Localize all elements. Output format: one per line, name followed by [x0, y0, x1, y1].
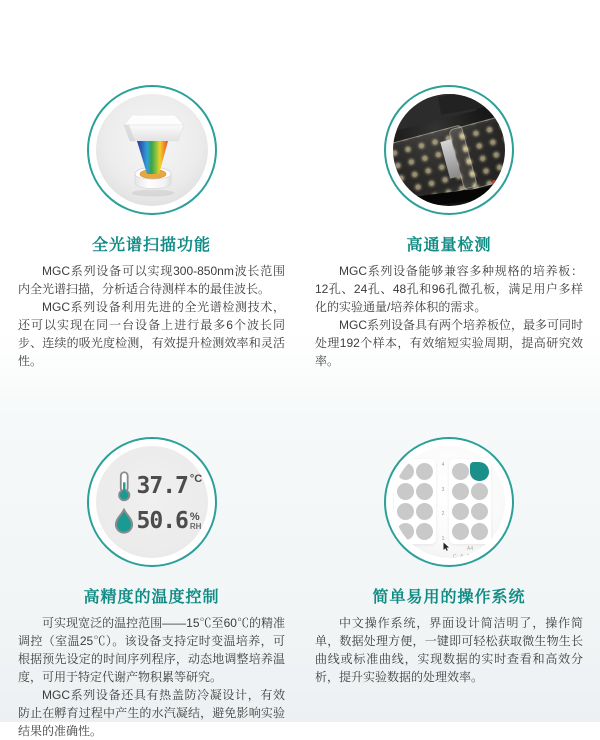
temperature-unit: °C	[189, 473, 203, 485]
humidity-value: 50.6	[136, 507, 188, 534]
feature-paragraph: MGC系列设备具有两个培养板位，最多可同时处理192个样本，有效缩短实验周期，提高研究效率。	[315, 318, 583, 368]
well	[416, 483, 433, 500]
water-drop-icon	[113, 507, 135, 534]
row-label: 4	[441, 462, 445, 468]
temperature-humidity-display	[96, 446, 208, 558]
throughput-illustration-ring	[384, 85, 514, 215]
software-screen	[393, 446, 505, 558]
feature-title-temperature: 高精度的温度控制	[83, 589, 220, 606]
well	[471, 503, 488, 520]
lcd-readout	[96, 446, 208, 558]
well	[397, 463, 414, 480]
well	[416, 463, 433, 480]
feature-paragraph: 可实现宽泛的温控范围——15℃至60℃的精准调控（室温25℃）。该设备支持定时变温培养，可根据预先设定的时间序列程序，动态地调整培养温度，可用于特定代谢产物积累等研究。	[18, 616, 285, 684]
row-label: 1	[441, 535, 445, 542]
instrument-frame-part	[438, 94, 505, 115]
screen-caption: C.A.BP	[453, 554, 476, 558]
instrument-photo	[393, 94, 505, 206]
plate-selection-ui	[393, 446, 505, 558]
spectrometer-prism-icon	[96, 94, 208, 206]
feature-title-throughput: 高通量检测	[406, 237, 492, 254]
well	[452, 463, 469, 480]
software-illustration-ring	[384, 437, 514, 567]
feature-paragraph: 中文操作系统，界面设计简洁明了，操作简单，数据处理方便，一键即可轻松获取微生物生长曲线或标准曲线，实现数据的实时查看和高效分析，提升实验数据的处理效率。	[315, 616, 583, 684]
well	[452, 523, 469, 540]
well	[397, 483, 414, 500]
feature-card-full-spectrum-scan	[18, 85, 285, 370]
row-label: 2	[441, 511, 445, 518]
well	[416, 523, 433, 540]
well	[471, 483, 488, 500]
row-label: 3	[441, 486, 445, 493]
humidity-row	[113, 507, 202, 534]
feature-card-high-throughput	[315, 85, 583, 370]
well	[452, 503, 469, 520]
selected-well	[470, 462, 489, 481]
rh-label: RH	[189, 521, 202, 531]
well	[471, 523, 488, 540]
spectrometer-illustration	[96, 94, 208, 206]
feature-title-spectrum: 全光谱扫描功能	[91, 237, 211, 254]
temperature-value: 37.7	[136, 473, 188, 499]
temperature-illustration-ring	[87, 437, 217, 567]
feature-card-temperature-control	[18, 437, 285, 740]
feature-title-software: 简单易用的操作系统	[372, 589, 526, 606]
cursor-pointer-icon	[443, 542, 450, 551]
ui-plate-right	[449, 459, 491, 544]
temperature-row	[113, 470, 203, 502]
right-plate-label: A4	[467, 546, 474, 552]
humidity-unit	[189, 510, 202, 531]
percent-sign: %	[189, 510, 200, 523]
feature-card-easy-operation	[315, 437, 583, 686]
ui-plate-left	[394, 459, 436, 544]
feature-paragraph: MGC系列设备能够兼容多种规格的培养板：12孔、24孔、48孔和96孔微孔板，满足用户多样化的实验通量/培养体积的需求。	[315, 264, 583, 314]
feature-paragraph: MGC系列设备可以实现300-850nm波长范围内全光谱扫描，分析适合待测样本的最佳波长。	[18, 264, 285, 296]
red-indicator-light	[492, 180, 497, 184]
feature-paragraph: MGC系列设备还具有热盖防冷凝设计，有效防止在孵育过程中产生的水汽凝结，避免影响实验结果的准确性。	[18, 688, 285, 738]
plate-row-labels	[439, 462, 447, 542]
well	[452, 483, 469, 500]
well	[416, 503, 433, 520]
feature-paragraph: MGC系列设备利用先进的全光谱检测技术，还可以实现在同一台设备上进行最多6个波长同步、连续的吸光度检测，有效提升检测效率和灵活性。	[18, 300, 285, 368]
well	[397, 523, 414, 540]
spectrum-illustration-ring	[87, 85, 217, 215]
thermometer-icon	[113, 470, 135, 502]
well	[397, 503, 414, 520]
left-plate-label: C	[411, 546, 415, 552]
